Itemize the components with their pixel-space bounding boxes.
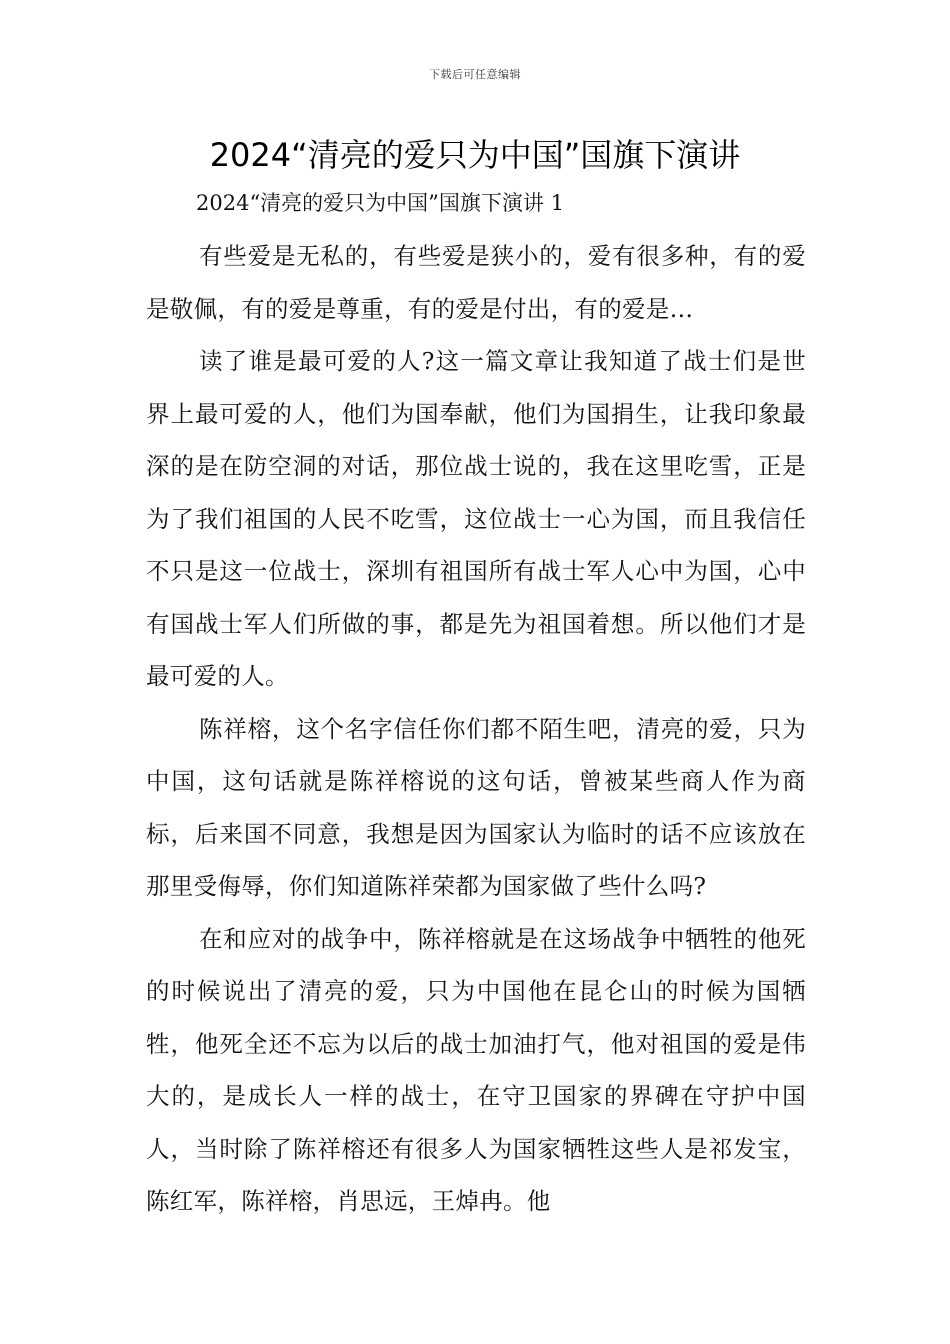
body-paragraph-4: 在和应对的战争中，陈祥榕就是在这场战争中牺牲的他死的时候说出了清亮的爱，只为中国他在昆仑山的时候为国牺牲，他死全还不忘为以后的战士加油打气，他对祖国的爱是伟大的，是成长人一样的战士，在守卫国家的界碑在守护中国人，当时除了陈祥榕还有很多人为国家牺牲这些人是祁发宝，陈红军，陈祥榕，肖思远，王焯冉。他 bbox=[146, 924, 806, 1215]
body-paragraph-2: 读了谁是最可爱的人?这一篇文章让我知道了战士们是世界上最可爱的人，他们为国奉献，他们为国捐生，让我印象最深的是在防空洞的对话，那位战士说的，我在这里吃雪，正是为了我们祖国的人民不吃雪，这位战士一心为国，而且我信任不只是这一位战士，深圳有祖国所有战士军人心中为国，心中有国战士军人们所做的事，都是先为祖国着想。所以他们才是最可爱的人。 bbox=[146, 347, 806, 690]
document-subtitle: 2024“清亮的爱只为中国”国旗下演讲 1 bbox=[196, 191, 564, 215]
page-header-note: 下载后可任意编辑 bbox=[429, 68, 521, 81]
body-paragraph-3: 陈祥榕，这个名字信任你们都不陌生吧，清亮的爱，只为中国，这句话就是陈祥榕说的这句话，曾被某些商人作为商标，后来国不同意，我想是因为国家认为临时的话不应该放在那里受侮辱，你们知道陈祥荣都为国家做了些什么吗? bbox=[146, 714, 806, 900]
document-title: 2024“清亮的爱只为中国”国旗下演讲 bbox=[209, 136, 741, 174]
body-paragraph-1: 有些爱是无私的，有些爱是狭小的，爱有很多种，有的爱是敬佩，有的爱是尊重，有的爱是付出，有的爱是… bbox=[146, 242, 806, 323]
document-body bbox=[146, 230, 806, 1228]
